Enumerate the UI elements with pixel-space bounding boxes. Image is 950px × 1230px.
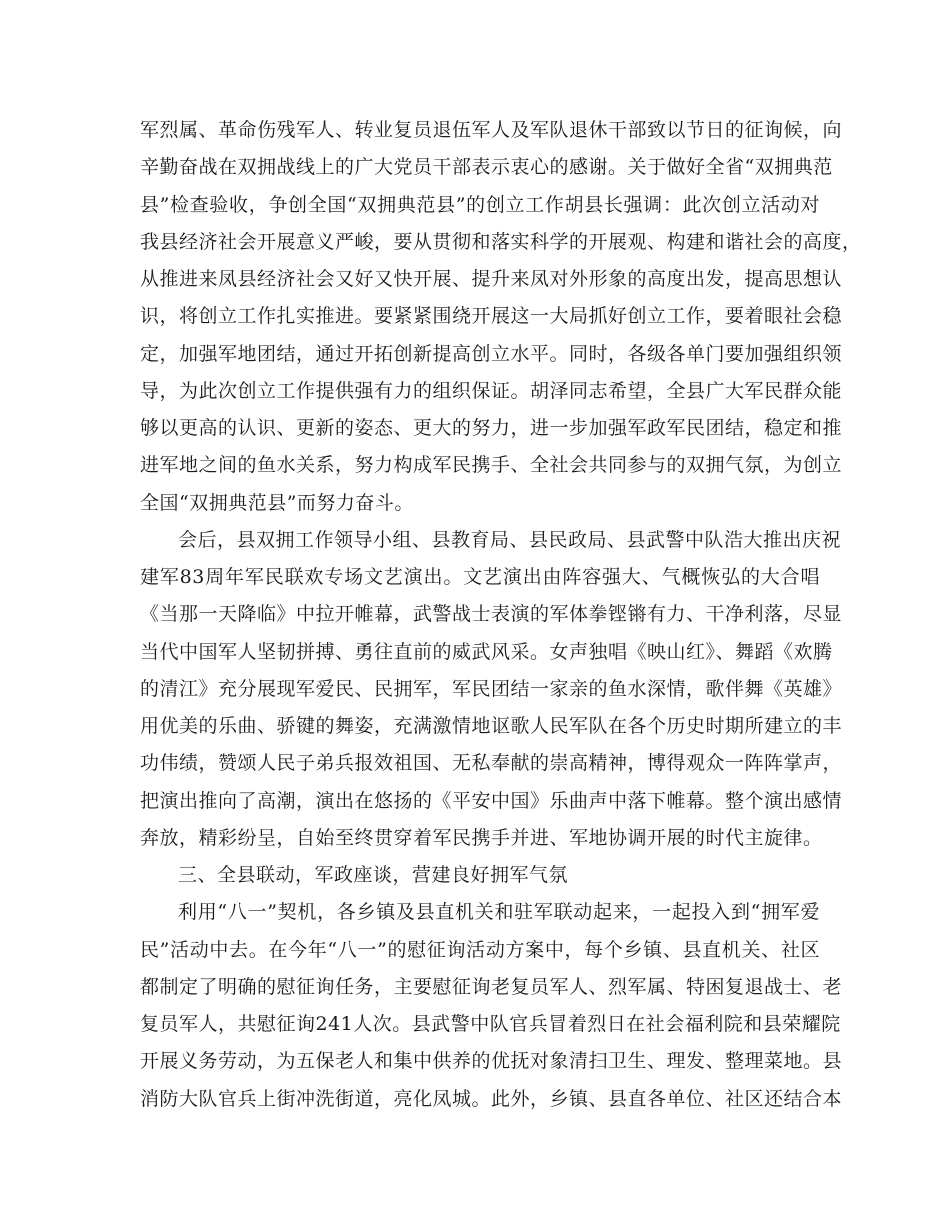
text-line: 县”检查验收，争创全国“双拥典范县”的创立工作胡县长强调：此次创立活动对 xyxy=(140,193,820,216)
text-line: 民”活动中去。在今年“八一”的慰征询活动方案中，每个乡镇、县直机关、社区 xyxy=(140,938,820,961)
text-line: 开展义务劳动，为五保老人和集中供养的优抚对象清扫卫生、理发、整理菜地。县 xyxy=(140,1050,843,1073)
text-line: 识，将创立工作扎实推进。要紧紧围绕开展这一大局抓好创立工作，要着眼社会稳 xyxy=(140,305,843,328)
paragraph xyxy=(140,857,820,894)
text-line: 导，为此次创立工作提供强有力的组织保证。胡泽同志希望，全县广大军民群众能 xyxy=(140,379,843,402)
text-line: 的清江》充分展现军爱民、民拥军，军民团结一家亲的鱼水深情，歌伴舞《英雄》 xyxy=(140,677,843,700)
document-body xyxy=(140,112,862,1118)
text-line: 我县经济社会开展意义严峻，要从贯彻和落实科学的开展观、构建和谐社会的高度， xyxy=(140,230,862,253)
text-line: 利用“八一”契机，各乡镇及县直机关和驻军联动起来，一起投入到“拥军爱 xyxy=(178,901,820,924)
text-line: 功伟绩，赞颂人民子弟兵报效祖国、无私奉献的崇高精神，博得观众一阵阵掌声， xyxy=(140,752,843,775)
text-line: 会后，县双拥工作领导小组、县教育局、县民政局、县武警中队浩大推出庆祝 xyxy=(178,528,842,551)
text-line: 《当那一天降临》中拉开帷幕，武警战士表演的军体拳铿锵有力、干净利落，尽显 xyxy=(140,603,843,626)
text-line: 当代中国军人坚韧拼搏、勇往直前的威武风采。女声独唱《映山红》、舞蹈《欢腾 xyxy=(140,640,833,663)
text-line: 建军83周年军民联欢专场文艺演出。文艺演出由阵容强大、气概恢弘的大合唱 xyxy=(140,566,820,588)
text-line: 全国“双拥典范县”而努力奋斗。 xyxy=(140,491,414,514)
paragraph xyxy=(140,522,843,857)
text-line: 三、全县联动，军政座谈，营建良好拥军气氛 xyxy=(178,864,569,886)
text-line: 进军地之间的鱼水关系，努力构成军民携手、全社会共同参与的双拥气氛，为创立 xyxy=(140,454,843,477)
text-line: 辛勤奋战在双拥战线上的广大党员干部表示衷心的感谢。关于做好全省“双拥典范 xyxy=(140,156,833,179)
text-line: 军烈属、革命伤残军人、转业复员退伍军人及军队退休干部致以节日的征询候，向 xyxy=(140,119,843,141)
text-line: 复员军人，共慰征询241人次。县武警中队官兵冒着烈日在社会福利院和县荣耀院 xyxy=(140,1013,841,1035)
text-line: 从推进来凤县经济社会又好又快开展、提升来凤对外形象的高度出发，提高思想认 xyxy=(140,268,843,290)
text-line: 定，加强军地团结，通过开拓创新提高创立水平。同时，各级各单门要加强组织领 xyxy=(140,342,843,365)
text-line: 都制定了明确的慰征询任务，主要慰征询老复员军人、烈军属、特困复退战士、老 xyxy=(140,975,843,998)
text-line: 消防大队官兵上街冲洗街道，亮化凤城。此外，乡镇、县直各单位、社区还结合本 xyxy=(140,1087,843,1110)
paragraph xyxy=(140,112,862,522)
paragraph xyxy=(140,894,843,1118)
text-line: 用优美的乐曲、骄键的舞姿，充满激情地讴歌人民军队在各个历史时期所建立的丰 xyxy=(140,715,843,737)
text-line: 够以更高的认识、更新的姿态、更大的努力，进一步加强军政军民团结，稳定和推 xyxy=(140,417,843,439)
text-line: 奔放，精彩纷呈，自始至终贯穿着军民携手并进、军地协调开展的时代主旋律。 xyxy=(140,826,823,849)
text-line: 把演出推向了高潮，演出在悠扬的《平安中国》乐曲声中落下帷幕。整个演出感情 xyxy=(140,789,843,812)
